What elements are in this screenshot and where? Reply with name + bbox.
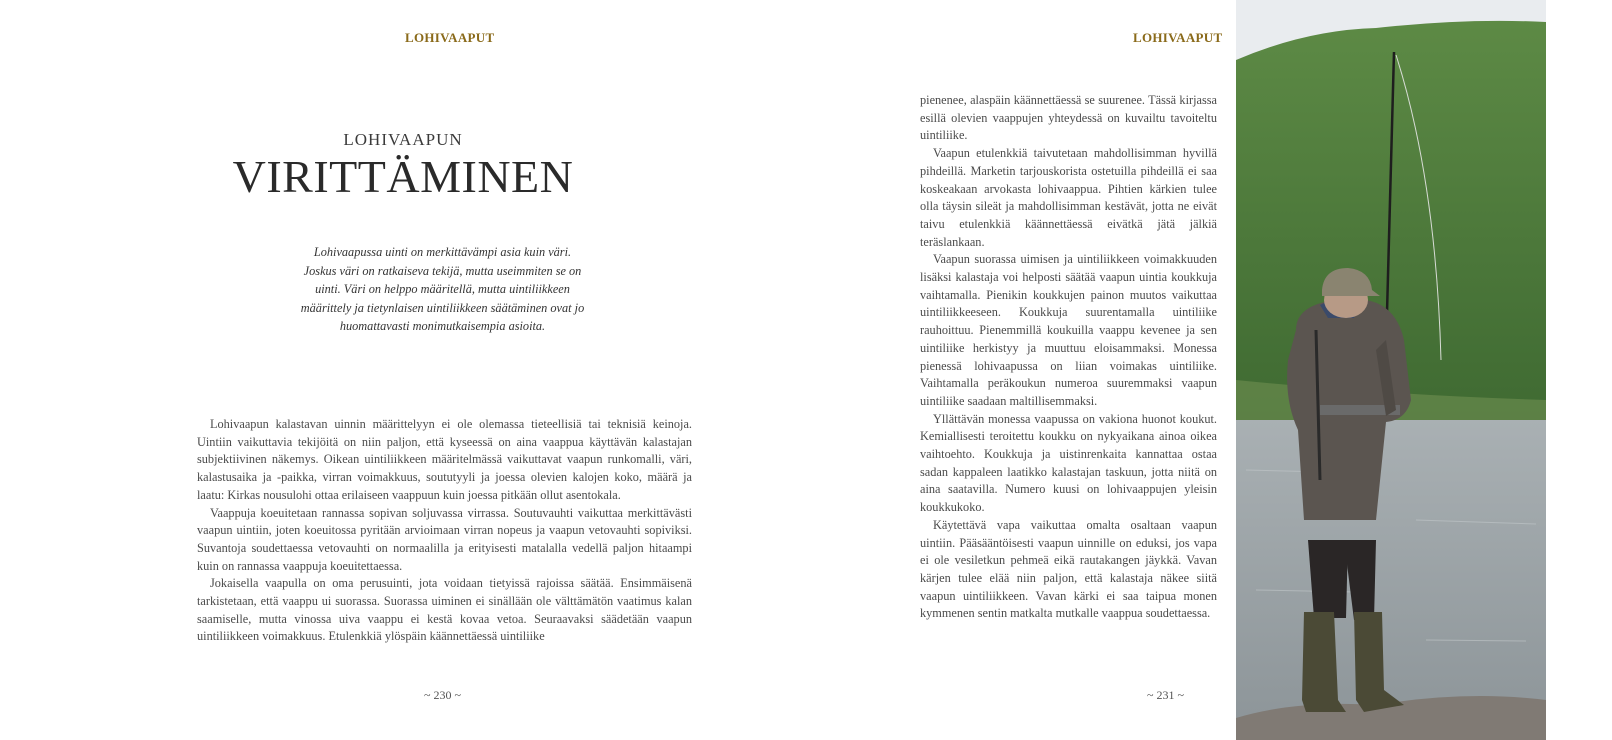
chapter-title: VIRITTÄMINEN xyxy=(232,151,574,202)
running-header-right: LOHIVAAPUT xyxy=(1133,30,1223,45)
page-number-right: ~ 231 ~ xyxy=(1147,688,1184,702)
left-body-text xyxy=(197,416,692,666)
body-paragraph: Vaappuja koeuitetaan rannassa sopivan soljuvassa virrassa. Soutuvauhti vaikuttaa merkittävästi vaapun uintiin, joten koeuitossa pyritään arvioimaan virran nopeus ja vaapun vetovauhti sopiviksi. Suvantoja soudettaessa vetovauhti on normaalilla ja erityisesti matalalla vedellä paljon hitaampi kuin on rannassa vaappuja koeuitettaessa. xyxy=(197,505,692,573)
fisherman-photo xyxy=(1236,0,1546,740)
body-paragraph: Jokaisella vaapulla on oma perusuinti, jota voidaan tietyissä rajoissa säätää. Ensimmäisenä tarkistetaan, että vaappu ui suorassa. Suorassa uiminen ei sinällään ole välttämätön vaatimus kalan saamiselle, mutta vinossa uiva vaappu ei kestä kovaa vetoa. Seuraavaksi säädetään vaapun uintiliikkeen voimakkuus. Etulenkkiä ylöspäin käännettäessä uintiliike xyxy=(197,576,692,644)
fisherman-illustration xyxy=(1236,0,1546,740)
body-paragraph: Vaapun etulenkkiä taivutetaan mahdollisimman hyvillä pihdeillä. Marketin tarjouskorista ostetuilla pihdeillä ei saa koskeakaan arvokasta lohivaappua. Pihtien kärkien tulee olla täysin sileät ja mahdollisimman kestävät, jotta ne eivät taivu etulenkkiä käännettäessä eivätkä jätä jälkiä teräslankaan. xyxy=(920,146,1217,249)
running-header-left: LOHIVAAPUT xyxy=(405,30,495,45)
river-water xyxy=(1236,420,1546,740)
chapter-subtitle: LOHIVAAPUN xyxy=(343,130,463,149)
body-paragraph: Lohivaapun kalastavan uinnin määrittelyyn ei ole olemassa tieteellisiä tai teknisiä keinoja. Uintiin vaikuttavia tekijöitä on niin paljon, että kyseessä on aina vaappua käyttävän kalastajan subjektiivinen näkemys. Oikean uintiliikkeen määritelmässä vaikuttavat vaapun runkomalli, väri, kalastusaika ja -paikka, virran voimakkuus, soututyyli ja joessa olevien kalojen koko, määrä ja laatu: Kirkas nousulohi ottaa erilaiseen vaappuun kuin joessa pitkään ollut asentokala. xyxy=(197,417,692,502)
body-paragraph: Vaapun suorassa uimisen ja uintiliikkeen voimakkuuden lisäksi kalastaja voi helposti säätää vaapun uintia koukkuja vaihtamalla. Pienikin koukkujen painon muutos vaikuttaa uintiliikkeeseen. Koukkuja suurentamalla uintiliike rauhoittuu. Pienemmillä koukuilla vaappu kevenee ja sen uintiliike herkistyy ja muuttuu eloisammaksi. Monessa pienessä lohivaapussa on liian voimakas uintiliike. Vaihtamalla peräkoukun numeroa suuremmaksi vaapun uintiliike saadaan maltillisemmaksi. xyxy=(920,252,1217,408)
body-paragraph: pienenee, alaspäin käännettäessä se suurenee. Tässä kirjassa esillä olevien vaappujen yhteydessä on kuvailtu tavoiteltu uintiliike. xyxy=(920,93,1217,143)
body-paragraph: Käytettävä vapa vaikuttaa omalta osaltaan vaapun uintiin. Pääsääntöisesti vaapun uinnille on eduksi, jos vapa ei ole vesiletkun pehmeä eikä rautakangen jäykkä. Vavan kärjen tulee elää niin paljon, että kalastaja näkee siitä vaapun uintiliikkeen. Vavan kärki ei saa taipua monen kymmenen sentin matkalta mutkalle vaappua soudettaessa. xyxy=(920,517,1217,621)
lead-paragraph: Lohivaapussa uinti on merkittävämpi asia kuin väri. Joskus väri on ratkaiseva tekijä, mutta useimmiten se on uinti. Väri on helppo määritellä, mutta uintiliikkeen määrittely ja tietynlaisen uintiliikkeen säätäminen ovat jo huomattavasti monimutkaisempia asioita. xyxy=(300,245,585,333)
right-page xyxy=(806,0,1612,740)
body-paragraph: Yllättävän monessa vaapussa on vakiona huonot koukut. Kemiallisesti teroitettu koukku on nykyaikana ainoa oikea vaihtoehto. Koukkuja ja uistinrenkaita kannattaa ostaa sadan kappaleen laatikko kalastajan taskuun, jotta niitä on aina saatavilla. Numero kuusi on lohivaappujen yleisin koukkukoko. xyxy=(920,411,1217,515)
page-number-left: ~ 230 ~ xyxy=(424,688,461,702)
trousers xyxy=(1308,540,1348,618)
right-body-text xyxy=(920,92,1217,662)
